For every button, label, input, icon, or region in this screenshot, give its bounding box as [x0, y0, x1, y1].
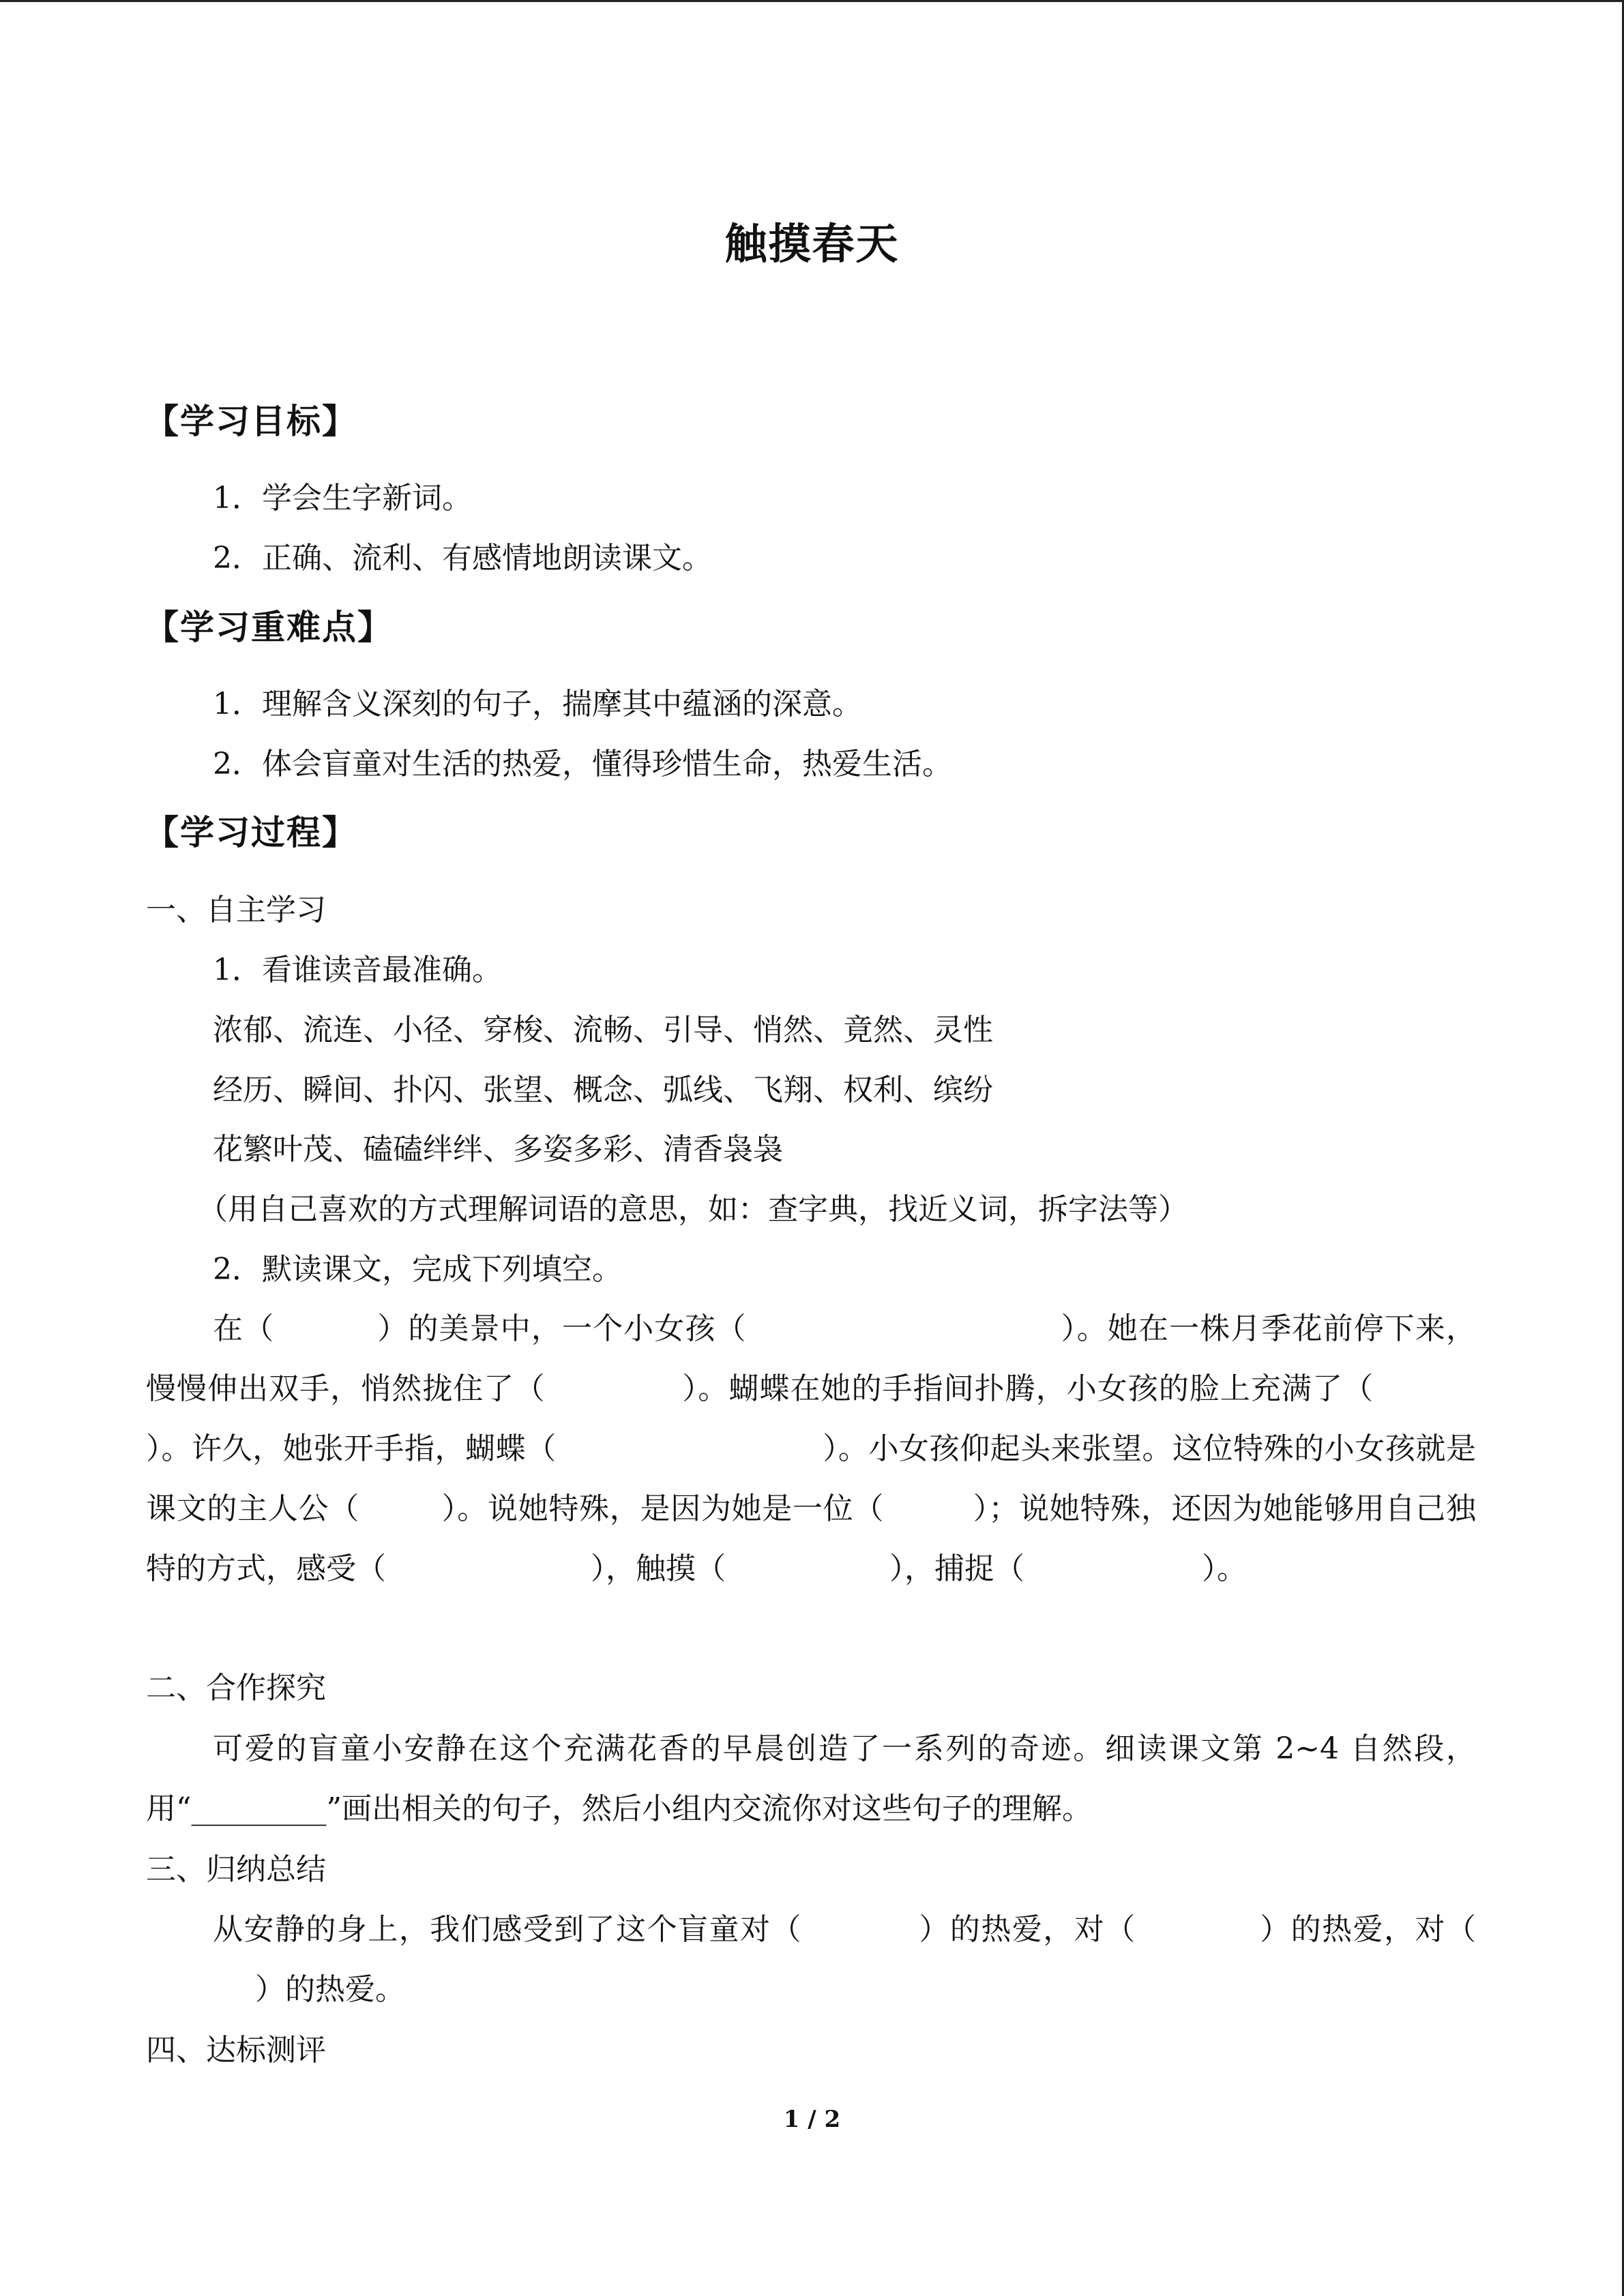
fill-text-11: ）。: [1202, 1551, 1247, 1586]
fill-text-5: ）。许久，她张开手指，蝴蝶（: [146, 1431, 557, 1466]
s3-text-1: 从安静的身上，我们感受到了这个盲童对（: [213, 1912, 802, 1947]
fill-text-3: ）。她在一株月季花前停下来，慢慢伸出双手，悄然拢住了（: [146, 1311, 1477, 1406]
fill-text-2: ）的美景中，一个小女孩（: [377, 1311, 747, 1346]
s2-text-1: 可爱的盲童小安静在这个充满花香的早晨创造了一系列的奇迹。细读课文第 2~4 自然段，用“: [146, 1731, 1476, 1826]
keypoint-item-1: 1．理解含义深刻的句子，揣摩其中蕴涵的深意。: [213, 687, 862, 721]
section-2-title: 二、合作探究: [146, 1671, 326, 1705]
section-3-title: 三、归纳总结: [146, 1852, 326, 1887]
section-3-paragraph: [146, 1900, 1476, 2020]
word-list-3: 花繁叶茂、磕磕绊绊、多姿多彩、清香袅袅: [213, 1132, 783, 1167]
goals-heading: 【学习目标】: [145, 402, 357, 441]
page-title: 触摸春天: [724, 219, 900, 269]
word-list-1: 浓郁、流连、小径、穿梭、流畅、引导、悄然、竟然、灵性: [213, 1013, 993, 1047]
s3-text-2: ）的热爱，对（: [917, 1912, 1136, 1947]
s3-text-4: ）的热爱。: [255, 1972, 405, 2007]
word-note: （用自己喜欢的方式理解词语的意思，如：查字典，找近义词，拆字法等）: [198, 1192, 1188, 1227]
fill-text-6: ）。小女孩仰起头来张望。这位特殊的小女孩就是课文的主人公（: [146, 1431, 1477, 1526]
question-1: 1．看谁读音最准确。: [213, 953, 502, 987]
fill-text-9: ），触摸（: [591, 1551, 726, 1586]
s3-text-3: ）的热爱，对（: [1258, 1912, 1477, 1947]
section-1-title: 一、自主学习: [146, 893, 326, 927]
s2-text-2: ”画出相关的句子，然后小组内交流你对这些句子的理解。: [326, 1791, 1092, 1826]
word-list-2: 经历、瞬间、扑闪、张望、概念、弧线、飞翔、权利、缤纷: [213, 1073, 993, 1107]
process-heading: 【学习过程】: [145, 813, 357, 852]
fill-text-7: ）。说她特殊，是因为她是一位（: [441, 1491, 885, 1526]
s2-underline: _________: [191, 1791, 327, 1826]
fill-text-10: ），捕捉（: [889, 1551, 1024, 1586]
fill-text-8: ）；说她特殊，还因为她能够用自己独特的方式，感受（: [146, 1491, 1477, 1586]
fill-text-1: 在（: [213, 1311, 275, 1346]
fill-text-4: ）。蝴蝶在她的手指间扑腾，小女孩的脸上充满了（: [681, 1371, 1374, 1406]
keypoints-heading: 【学习重难点】: [145, 608, 393, 647]
question-2: 2．默读课文，完成下列填空。: [213, 1252, 622, 1287]
goal-item-1: 1．学会生字新词。: [213, 481, 472, 516]
section-2-paragraph: [146, 1719, 1476, 1839]
fill-in-paragraph: [146, 1299, 1476, 1599]
page-number: 1 / 2: [783, 2106, 841, 2133]
keypoint-item-2: 2．体会盲童对生活的热爱，懂得珍惜生命，热爱生活。: [213, 747, 952, 781]
section-4-title: 四、达标测评: [146, 2033, 326, 2068]
goal-item-2: 2．正确、流利、有感情地朗读课文。: [213, 541, 712, 576]
